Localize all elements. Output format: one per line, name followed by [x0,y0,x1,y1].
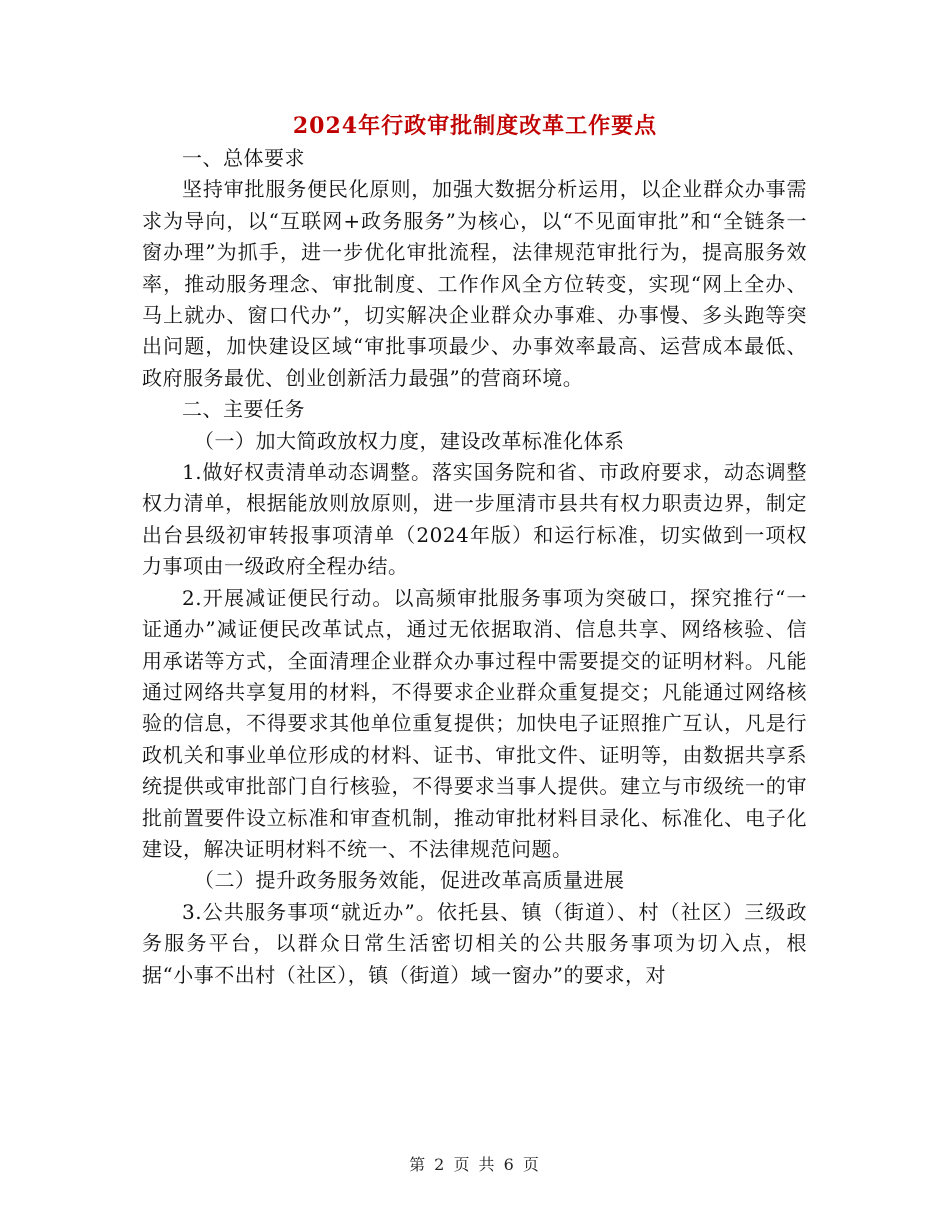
paragraph-task-1: 1.做好权责清单动态调整。落实国务院和省、市政府要求，动态调整权力清单，根据能放则放原则，进一步厘清市县共有权力职责边界，制定出台县级初审转报事项清单（2024年版）和运行标准，切实做到一项权力事项由一级政府全程办结。 [142,460,807,579]
paragraph-task-2: 2.开展减证便民行动。以高频审批服务事项为突破口，探究推行“一证通办”减证便民改革试点，通过无依据取消、信息共享、网络核验、信用承诺等方式，全面清理企业群众办事过程中需要提交的证明材料。凡能通过网络共享复用的材料，不得要求企业群众重复提交；凡能通过网络核验的信息，不得要求其他单位重复提供；加快电子证照推广互认，凡是行政机关和事业单位形成的材料、证书、审批文件、证明等，由数据共享系统提供或审批部门自行核验，不得要求当事人提供。建立与市级统一的审批前置要件设立标准和审查机制，推动审批材料目录化、标准化、电子化建设，解决证明材料不统一、不法律规范问题。 [142,585,807,861]
subsection-heading-2: （二）提升政务服务效能，促进改革高质量进展 [194,868,625,893]
document-title: 2024年行政审批制度改革工作要点 [292,113,658,139]
paragraph-general-requirements: 坚持审批服务便民化原则，加强大数据分析运用，以企业群众办事需求为导向，以“互联网+政务服务”为核心，以“不见面审批”和“全链条一窗办理”为抓手，进一步优化审批流程，法律规范审批行为，提高服务效率，推动服务理念、审批制度、工作作风全方位转变，实现“网上全办、马上就办、窗口代办”，切实解决企业群众办事难、办事慢、多头跑等突出问题，加快建设区域“审批事项最少、办事效率最高、运营成本最低、政府服务最优、创业创新活力最强”的营商环境。 [142,177,807,390]
section-heading-general-requirements: 一、总体要求 [182,146,305,170]
document-body [142,143,807,991]
page-footer: 第 2 页 共 6 页 [409,1155,541,1174]
paragraph-task-3: 3.公共服务事项“就近办”。依托县、镇（街道）、村（社区）三级政务服务平台，以群众日常生活密切相关的公共服务事项为切入点，根据“小事不出村（社区），镇（街道）域一窗办”的要求，对 [142,899,807,987]
subsection-heading-1: （一）加大简政放权力度，建设改革标准化体系 [194,428,625,453]
section-heading-main-tasks: 二、主要任务 [182,397,305,422]
